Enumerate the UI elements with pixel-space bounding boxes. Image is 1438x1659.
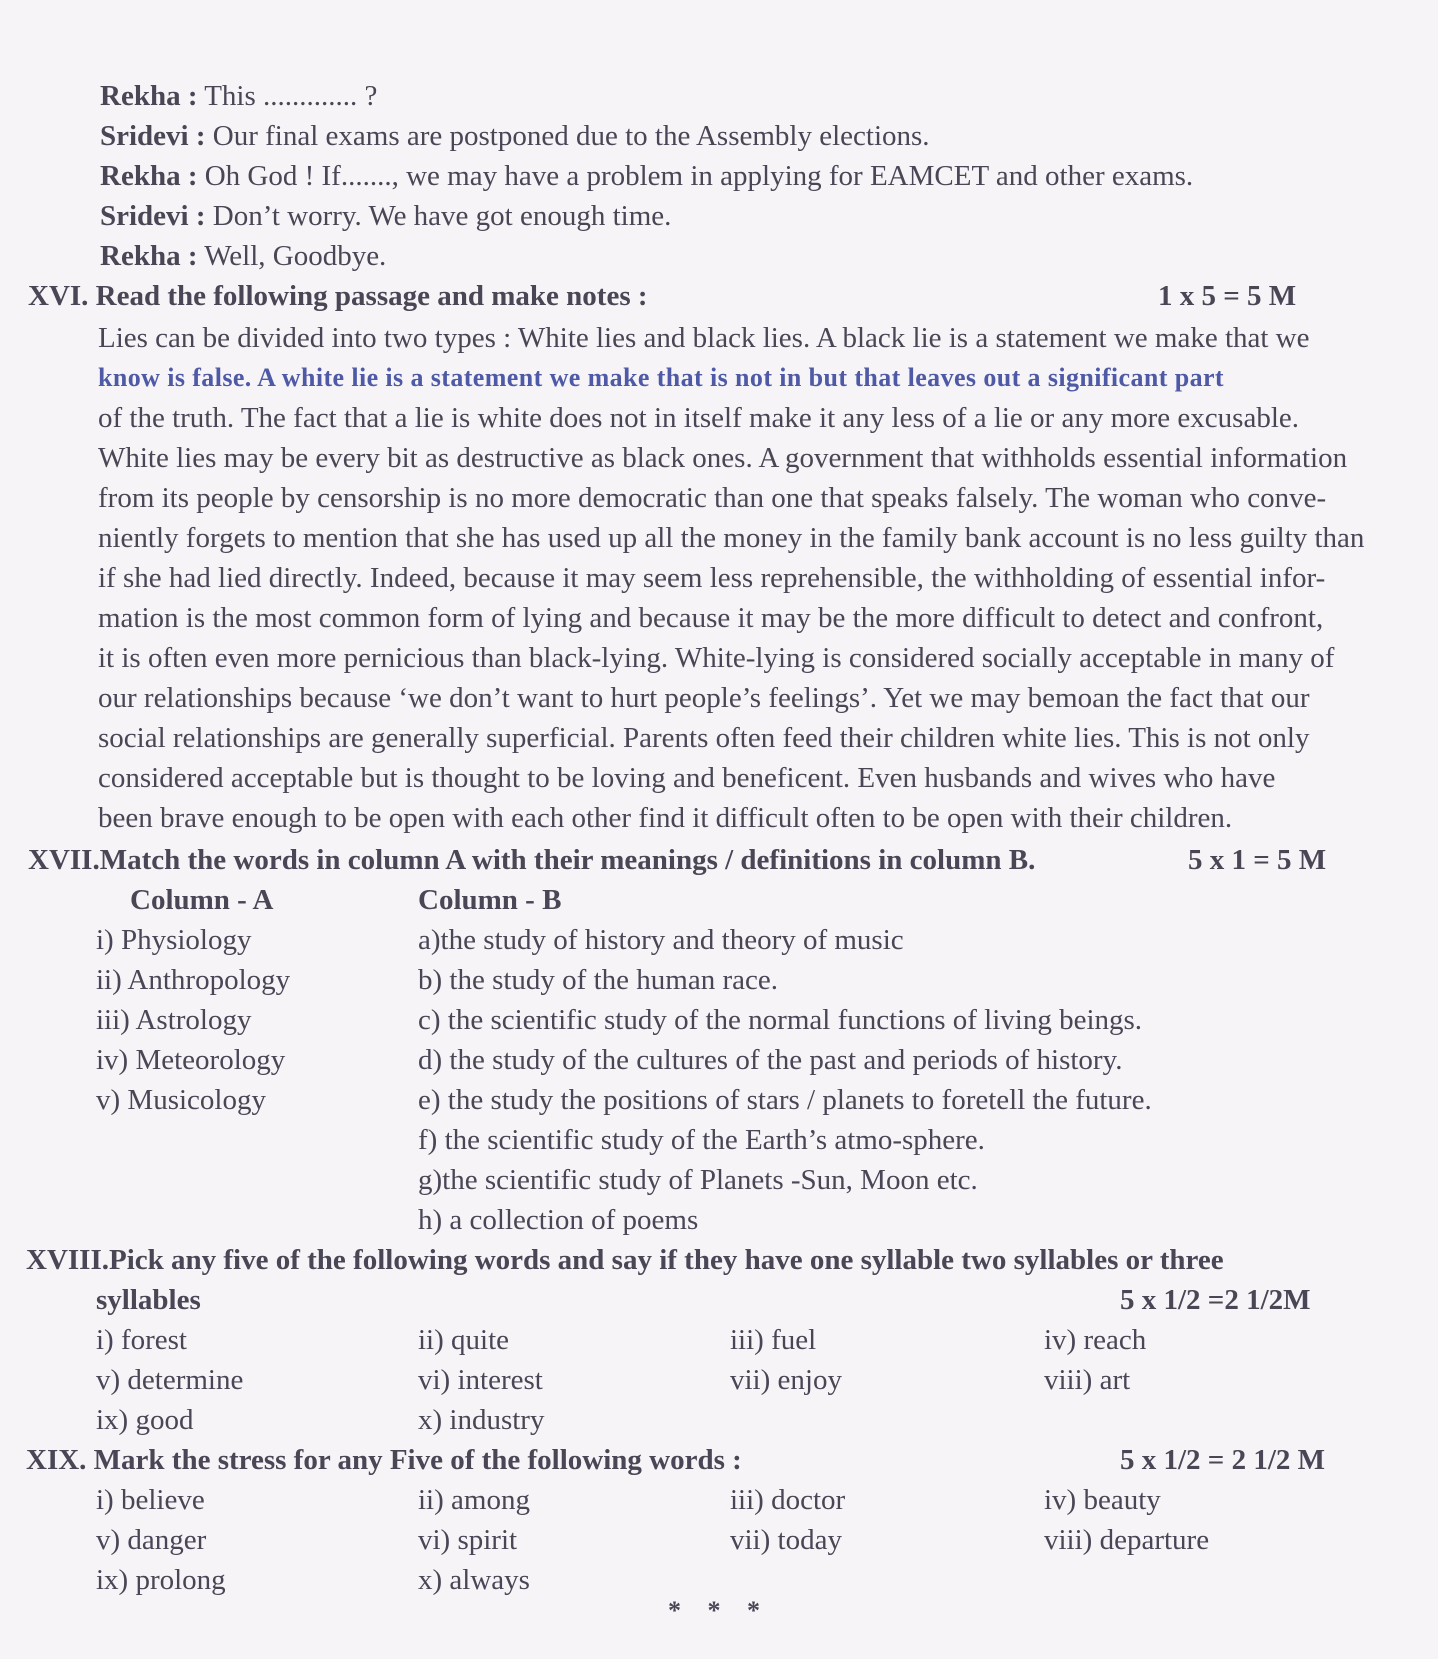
q16-marks: 1 x 5 = 5 M <box>1158 280 1297 312</box>
column-b-item: e) the study the positions of stars / planets to foretell the future. <box>418 1084 1152 1116</box>
passage-line: White lies may be every bit as destructive as black ones. A government that withholds essential information <box>98 442 1348 474</box>
column-a-item: ii) Anthropology <box>96 964 291 996</box>
passage-line: niently forgets to mention that she has used up all the money in the family bank account is no less guilty than <box>98 522 1365 554</box>
passage-line: been brave enough to be open with each other find it difficult often to be open with their children. <box>98 802 1233 834</box>
q18-marks: 5 x 1/2 =2 1/2M <box>1120 1284 1311 1316</box>
passage-line: Lies can be divided into two types : White lies and black lies. A black lie is a statement we make that we <box>98 322 1310 354</box>
passage-line: our relationships because ‘we don’t want to hurt people’s feelings’. Yet we may bemoan the fact that our <box>98 682 1310 714</box>
passage-line: if she had lied directly. Indeed, because it may seem less reprehensible, the withholding of essential infor- <box>98 562 1326 594</box>
word-item: ix) good <box>96 1404 194 1436</box>
passage-line: of the truth. The fact that a lie is white does not in itself make it any less of a lie or any more excusable. <box>98 402 1299 434</box>
passage-line: social relationships are generally superficial. Parents often feed their children white lies. This is not only <box>98 722 1310 754</box>
dialogue-line-5: Rekha : Well, Goodbye. <box>100 240 387 272</box>
column-b-item: b) the study of the human race. <box>418 964 778 996</box>
passage-line: know is false. A white lie is a statement we make that is not in but that leaves out a significant part <box>98 363 1224 392</box>
passage-line: from its people by censorship is no more democratic than one that speaks falsely. The woman who conve- <box>98 482 1327 514</box>
word-item: ii) among <box>418 1484 530 1516</box>
q16-passage <box>98 318 1394 838</box>
column-b-item: c) the scientific study of the normal functions of living beings. <box>418 1004 1143 1036</box>
word-item: viii) departure <box>1044 1524 1210 1556</box>
q18-title: XVIII.Pick any five of the following words and say if they have one syllable two syllables or three <box>26 1244 1224 1276</box>
word-item: iv) beauty <box>1044 1484 1161 1516</box>
column-a-item: i) Physiology <box>96 924 252 956</box>
dialogue-line-4: Sridevi : Don’t worry. We have got enough time. <box>100 200 672 232</box>
column-a-item: iv) Meteorology <box>96 1044 286 1076</box>
word-item: vi) interest <box>418 1364 543 1396</box>
column-a-item: iii) Astrology <box>96 1004 252 1036</box>
word-item: iii) doctor <box>730 1484 846 1516</box>
passage-line: considered acceptable but is thought to be loving and beneficent. Even husbands and wives who have <box>98 762 1276 794</box>
q17-title: XVII.Match the words in column A with their meanings / definitions in column B. <box>28 844 1036 876</box>
word-item: vi) spirit <box>418 1524 518 1556</box>
column-b-item: f) the scientific study of the Earth’s atmo-sphere. <box>418 1124 985 1156</box>
q16-title: XVI. Read the following passage and make notes : <box>28 280 648 312</box>
word-item: x) always <box>418 1564 530 1596</box>
word-item: viii) art <box>1044 1364 1131 1396</box>
end-mark: * * * <box>668 1596 770 1625</box>
q19-marks: 5 x 1/2 = 2 1/2 M <box>1120 1444 1326 1476</box>
column-b-item: h) a collection of poems <box>418 1204 699 1236</box>
q19-title: XIX. Mark the stress for any Five of the following words : <box>26 1444 742 1476</box>
word-item: ii) quite <box>418 1324 510 1356</box>
dialogue-line-1: Rekha : This ............. ? <box>100 80 378 112</box>
word-item: v) determine <box>96 1364 244 1396</box>
column-b-item: a)the study of history and theory of music <box>418 924 904 956</box>
word-item: v) danger <box>96 1524 207 1556</box>
passage-line: mation is the most common form of lying and because it may be the more difficult to detect and confront, <box>98 602 1324 634</box>
column-b-item: g)the scientific study of Planets -Sun, Moon etc. <box>418 1164 978 1196</box>
dialogue-line-3: Rekha : Oh God ! If......., we may have a problem in applying for EAMCET and other exams. <box>100 160 1194 192</box>
column-a-item: v) Musicology <box>96 1084 266 1116</box>
word-item: i) forest <box>96 1324 187 1356</box>
word-item: ix) prolong <box>96 1564 226 1596</box>
word-item: i) believe <box>96 1484 205 1516</box>
word-item: iv) reach <box>1044 1324 1147 1356</box>
word-item: x) industry <box>418 1404 545 1436</box>
word-item: vii) enjoy <box>730 1364 842 1396</box>
passage-line: it is often even more pernicious than black-lying. White-lying is considered socially acceptable in many of <box>98 642 1335 674</box>
q18-title-cont: syllables <box>96 1284 201 1316</box>
column-b-header: Column - B <box>418 884 562 916</box>
dialogue-line-2: Sridevi : Our final exams are postponed due to the Assembly elections. <box>100 120 930 152</box>
column-b-item: d) the study of the cultures of the past and periods of history. <box>418 1044 1123 1076</box>
column-a-header: Column - A <box>130 884 274 916</box>
word-item: iii) fuel <box>730 1324 817 1356</box>
word-item: vii) today <box>730 1524 842 1556</box>
q17-marks: 5 x 1 = 5 M <box>1188 844 1327 876</box>
